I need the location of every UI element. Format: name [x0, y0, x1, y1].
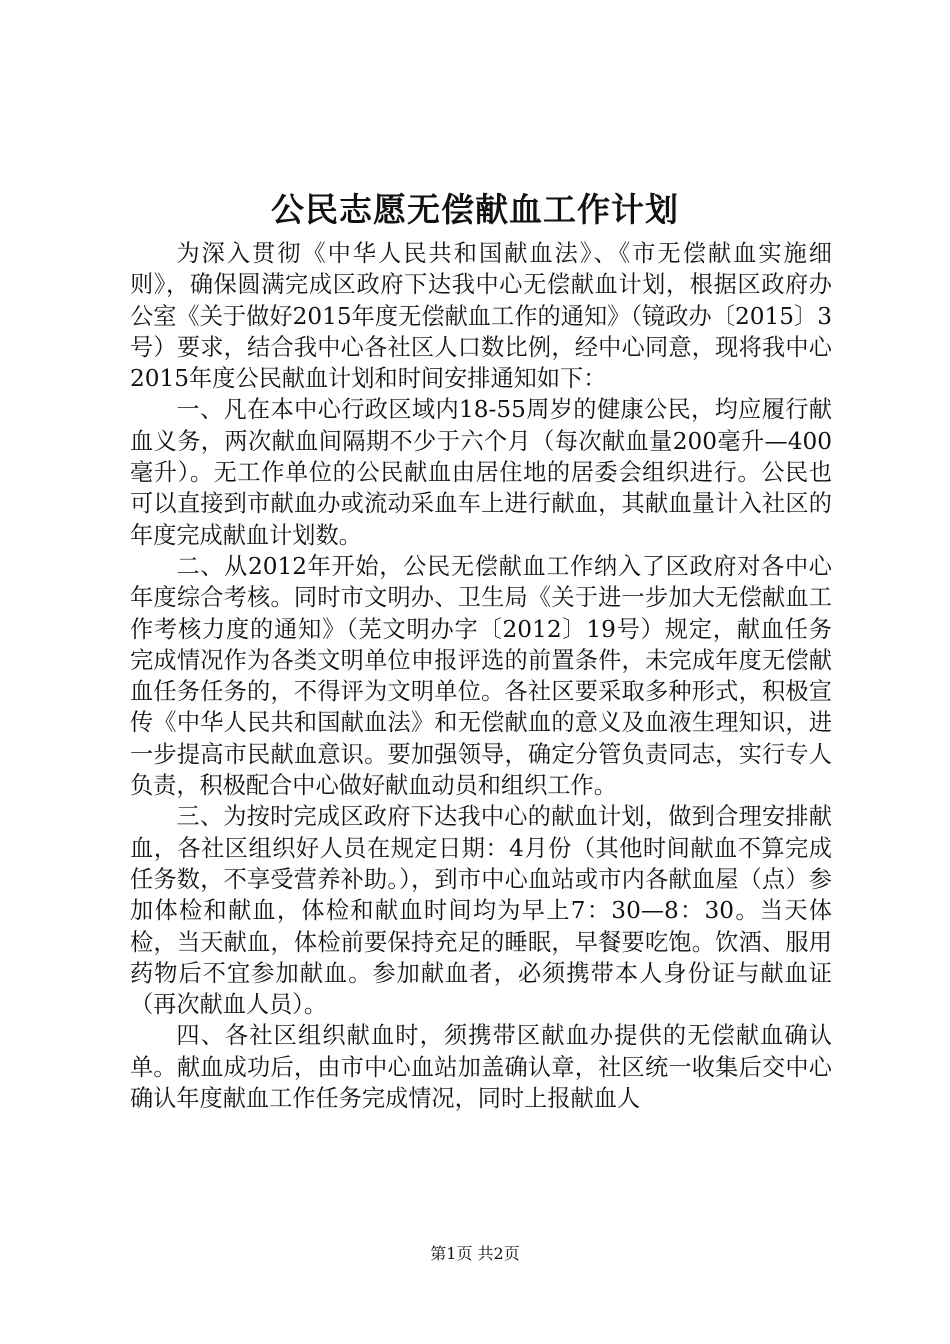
page-number-footer: 第1页 共2页 [430, 1244, 520, 1263]
paragraph-intro: 为深入贯彻《中华人民共和国献血法》、《市无偿献血实施细则》，确保圆满完成区政府下达我中心无偿献血计划，根据区政府办公室《关于做好2015年度无偿献血工作的通知》（镜政办〔2015〕3号）要求，结合我中心各社区人口数比例，经中心同意，现将我中心2015年度公民献血计划和时间安排通知如下： [130, 240, 832, 393]
document-body [130, 238, 832, 1114]
paragraph-section-2: 二、从2012年开始，公民无偿献血工作纳入了区政府对各中心年度综合考核。同时市文明办、卫生局《关于进一步加大无偿献血工作考核力度的通知》（芜文明办字〔2012〕19号）规定，献血任务完成情况作为各类文明单位申报评选的前置条件，未完成年度无偿献血任务任务的，不得评为文明单位。各社区要采取多种形式，积极宣传《中华人民共和国献血法》和无偿献血的意义及血液生理知识，进一步提高市民献血意识。要加强领导，确定分管负责同志，实行专人负责，积极配合中心做好献血动员和组织工作。 [130, 552, 832, 800]
paragraph-section-4: 四、各社区组织献血时，须携带区献血办提供的无偿献血确认单。献血成功后，由市中心血站加盖确认章，社区统一收集后交中心确认年度献血工作任务完成情况，同时上报献血人 [130, 1022, 832, 1113]
paragraph-section-1: 一、凡在本中心行政区域内18-55周岁的健康公民，均应履行献血义务，两次献血间隔期不少于六个月（每次献血量200毫升—400毫升）。无工作单位的公民献血由居住地的居委会组织进行。公民也可以直接到市献血办或流动采血车上进行献血，其献血量计入社区的年度完成献血计划数。 [130, 396, 832, 549]
paragraph-section-3: 三、为按时完成区政府下达我中心的献血计划，做到合理安排献血，各社区组织好人员在规定日期：4月份（其他时间献血不算完成任务数，不享受营养补助。），到市中心血站或市内各献血屋（点）参加体检和献血，体检和献血时间均为早上7：30—8：30。当天体检，当天献血，体检前要保持充足的睡眠，早餐要吃饱。饮酒、服用药物后不宜参加献血。参加献血者，必须携带本人身份证与献血证（再次献血人员）。 [130, 803, 832, 1019]
document-title: 公民志愿无偿献血工作计划 [271, 190, 679, 229]
